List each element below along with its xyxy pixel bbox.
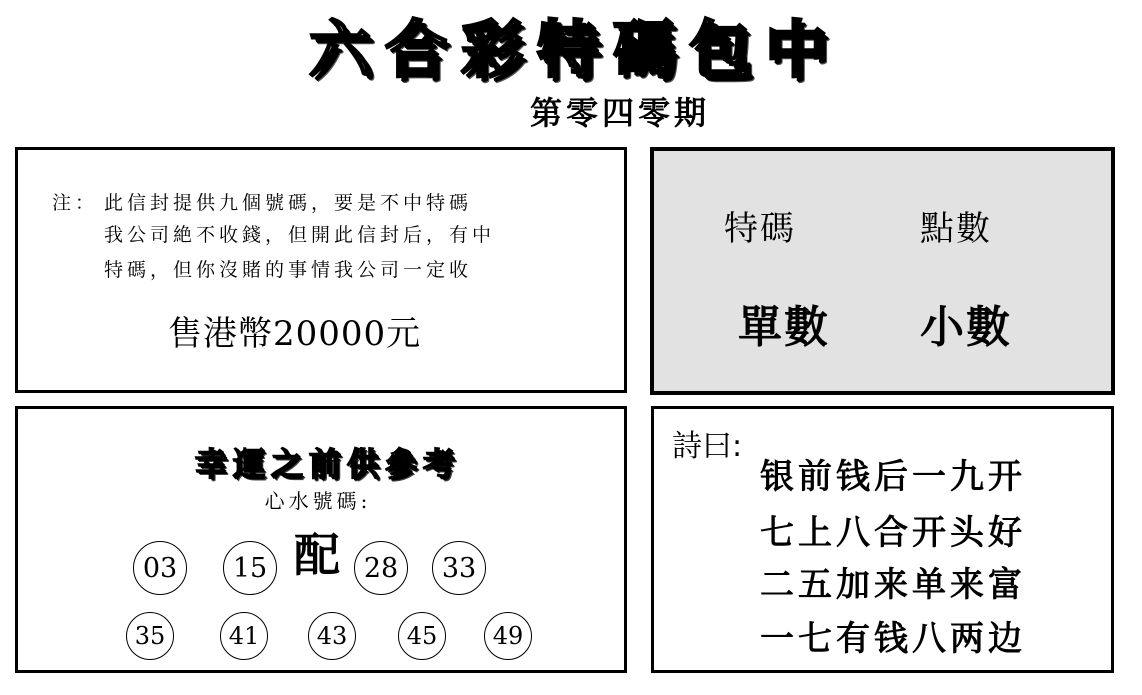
poem-line-2: 七上八合开头好 xyxy=(760,513,1026,553)
note-line-3: 特碼，但你沒賭的事情我公司一定收 xyxy=(104,259,473,281)
lucky-subtitle: 心水號碼: xyxy=(264,489,372,513)
issue-number: 第零四零期 xyxy=(529,94,710,132)
poem-line-4: 一七有钱八两边 xyxy=(760,619,1026,659)
value-xiao: 小數 xyxy=(920,302,1012,353)
note-line-2: 我公司絶不收錢，但開此信封后，有中 xyxy=(104,224,496,246)
number-ball: 49 xyxy=(484,612,532,660)
number-ball: 45 xyxy=(398,612,446,660)
number-ball: 33 xyxy=(432,541,486,595)
number-ball: 28 xyxy=(354,541,408,595)
label-tema: 特碼 xyxy=(724,209,796,249)
label-dianshu: 點數 xyxy=(920,209,992,249)
number-ball: 03 xyxy=(133,541,187,595)
lucky-title: 幸運之前供參考 xyxy=(194,445,461,483)
note-line-1: 此信封提供九個號碼，要是不中特碼 xyxy=(104,192,473,214)
pei-character: 配 xyxy=(294,528,340,582)
lucky-panel xyxy=(15,406,627,673)
poem-panel xyxy=(651,406,1114,673)
number-ball: 41 xyxy=(220,612,268,660)
number-ball: 43 xyxy=(308,612,356,660)
page-title: 六合彩特碼包中 xyxy=(308,12,841,86)
stats-panel xyxy=(650,147,1115,395)
price-text: 售港幣20000元 xyxy=(168,314,422,354)
number-ball: 15 xyxy=(223,541,277,595)
poem-heading: 詩曰: xyxy=(672,429,743,464)
poem-line-3: 二五加来单来富 xyxy=(760,565,1026,605)
note-prefix: 注： xyxy=(52,192,99,214)
note-panel xyxy=(15,147,627,393)
value-dan: 單數 xyxy=(738,302,830,353)
number-ball: 35 xyxy=(126,612,174,660)
poem-line-1: 银前钱后一九开 xyxy=(760,457,1026,497)
